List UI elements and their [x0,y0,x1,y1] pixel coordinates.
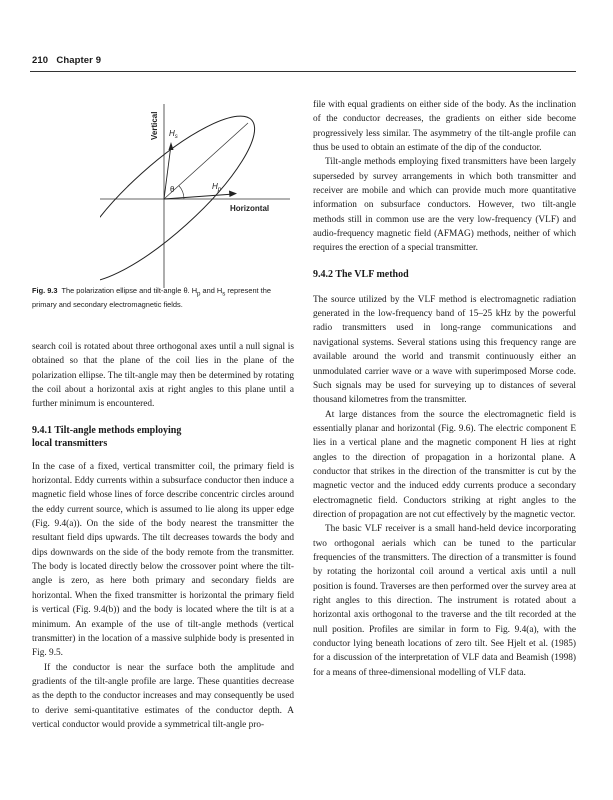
right-paragraph-3: The source utilized by the VLF method is electromagnetic radiation generated in the low-frequency band of 15–25 kHz by the powerful radio transmitters used in long-range communications and navigational systems. Several stations using this frequency range are available around the world and transmit continuously either an unmodulated carrier wave or a wave with superimposed Morse code. Such signals may be used for surveying up to distances of several thousand kilometres from the transmitter. [313,294,576,406]
hp-arrowhead [229,191,237,198]
figure-number: Fig. 9.3 [32,286,58,295]
right-paragraph-5: The basic VLF receiver is a small hand-held device incorporating two orthogonal aerials which can be tuned to the particular frequencies of the transmitters. The direction of a transmitter is found by rotating the horizontal coil around a vertical axis until a null position is found. Traverses are then performed over the survey area at right angles to this direction. The instrument is rotated about a horizontal axis orthogonal to the traverse and the tilt recorded at the null position. Profiles are similar in form to Fig. 9.4(a), with the conductor lying beneath locations of zero tilt. See Hjelt et al. (1985) for a discussion of the interpretation of VLF data and Beamish (1998) for a means of three-dimensional modelling of VLF data. [313,524,576,678]
right-paragraph-1: file with equal gradients on either side of the body. As the inclination of the conductor decreases, the gradients on either side become progressively less similar. The asymmetry of the tilt-angle profile can thus be used to obtain an estimate of the dip of the conductor. [313,100,576,154]
figure-caption [32,285,294,310]
section-heading-9-4-2: 9.4.2 The VLF method [313,268,409,280]
chapter-label: Chapter 9 [56,55,102,66]
label-theta: θ [170,185,175,194]
right-paragraph-4: At large distances from the source the electromagnetic field is essentially planar and horizontal (Fig. 9.6). The electric component E lies in a vertical plane and the magnetic component H lies at right angles to the direction of propagation in a horizontal plane. A conductor that strikes in the direction of the transmitter is cut by the magnetic vector and the induced eddy currents produce a secondary electromagnetic field. Conductors striking at right angles to the direction of propagation are not cut effectively by the magnetic vector. [313,409,576,520]
label-hs: $H_s$ [169,129,178,140]
hs-arrowhead [169,142,174,150]
theta-arc [179,186,184,199]
header-rule [30,71,576,72]
caption-sub-s: s [222,290,226,298]
label-horizontal: Horizontal [230,204,270,213]
label-vertical: Vertical [150,111,159,140]
polarization-ellipse-figure [100,92,290,292]
caption-sub-p: p [197,290,201,298]
right-paragraph-2: Tilt-angle methods employing fixed transmitters have been largely superseded by survey arrangements in which both transmitter and receiver are mobile and which can provide much more quantitative information on subsurface conductors. However, two tilt-angle methods still in common use are the very low-frequency (VLF) and audio-frequency magnetic field (AFMAG) methods, neither of which requires the erection of a special transmitter. [313,157,576,254]
caption-text: The polarization ellipse and tilt-angle θ. H [61,286,198,295]
hp-vector [164,194,234,199]
caption-and: and H [200,286,223,295]
label-hp: $H_p$ [212,182,222,193]
running-header [32,55,101,66]
caption-rest: represent the primary and secondary electromagnetic fields. [32,286,271,310]
left-column [32,340,294,732]
left-paragraph-3: If the conductor is near the surface both the amplitude and gradients of the tilt-angle profile are large. These quantities decrease as the depth to the conductor increases and may consequently be used to derive semi-quantitative estimates of the conductor depth. A vertical conductor would provide a symmetrical tilt-angle pro- [32,662,294,730]
polarization-ellipse [100,95,274,292]
left-paragraph-1: search coil is rotated about three orthogonal axes until a null signal is obtained so that the plane of the coil lies in the plane of the polarization ellipse. The tilt-angle may then be determined by rotating the coil about a horizontal axis at right angles to this plane until a further minimum is encountered. [32,342,294,410]
left-paragraph-2: In the case of a fixed, vertical transmitter coil, the primary field is horizontal. Eddy currents within a subsurface conductor then induce a magnetic field whose lines of force describe concentric circles around the eddy current source, which is assumed to lie along its upper edge (Fig. 9.4(a)). On the side of the body nearest the transmitter the resultant field dips upwards. The tilt decreases towards the body and dips downwards on the side of the body remote from the transmitter. The body is located directly below the crossover point where the tilt-angle is zero, as here both primary and secondary fields are horizontal. When the fixed transmitter is horizontal the primary field is vertical (Fig. 9.4(b)) and the body is located where the tilt is at a minimum. An example of the use of tilt-angle methods (vertical transmitter) in the location of a massive sulphide body is presented in Fig. 9.5. [32,461,294,659]
page-number: 210 [32,55,49,66]
right-column [313,98,576,680]
section-heading-9-4-1: 9.4.1 Tilt-angle methods employing local transmitters [32,424,182,449]
